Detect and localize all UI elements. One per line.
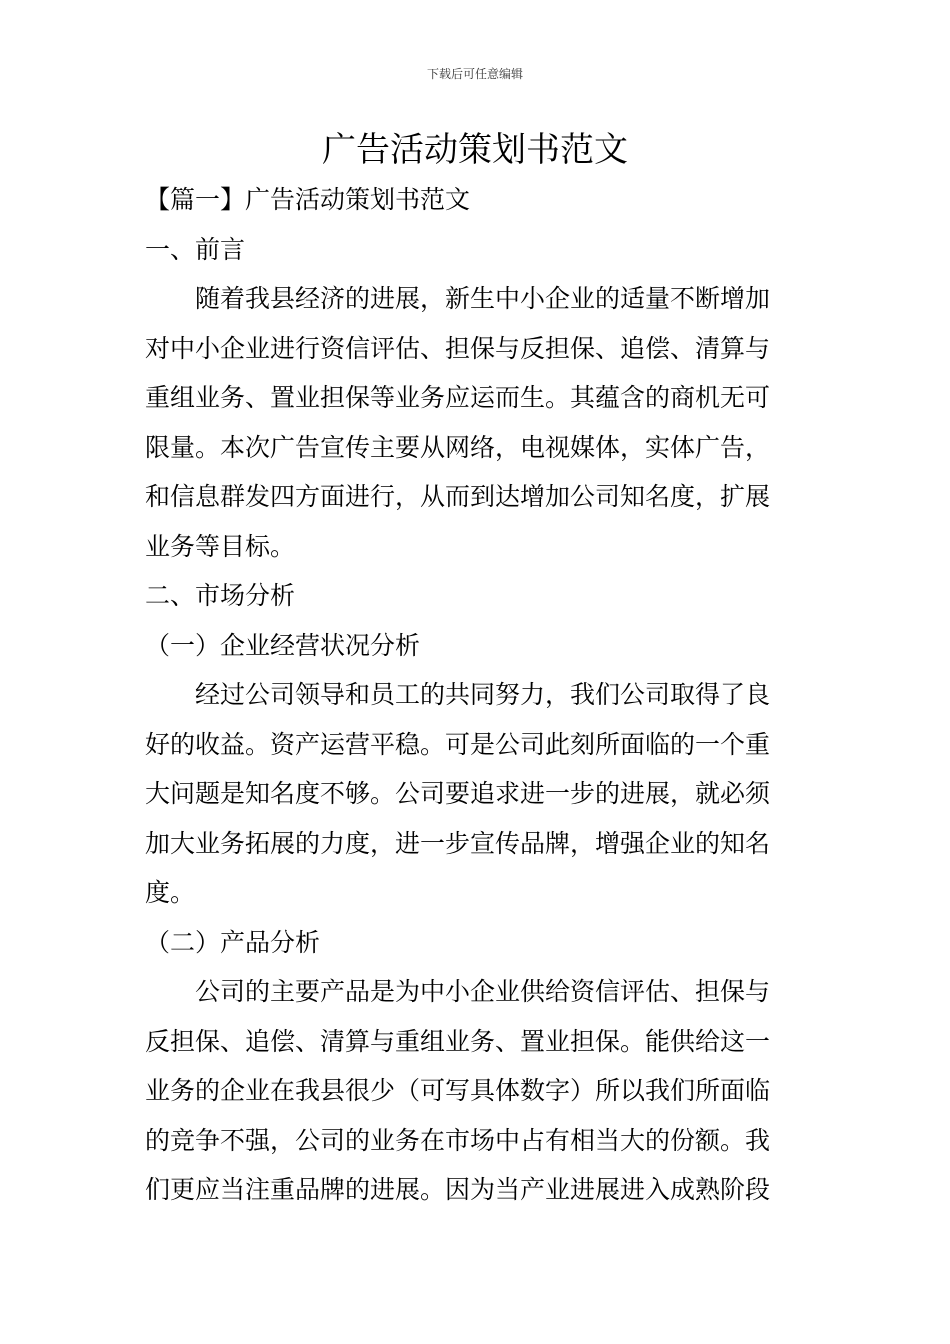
paragraph-line: 随着我县经济的进展，新生中小企业的适量不断增加 [195, 284, 771, 313]
paragraph-line: 经过公司领导和员工的共同努力，我们公司取得了良 [195, 680, 771, 709]
paragraph-line: 大问题是知名度不够。公司要追求进一步的进展，就必须 [145, 779, 771, 808]
header-note: 下载后可任意编辑 [426, 67, 523, 81]
paragraph-line: 重组业务、置业担保等业务应运而生。其蕴含的商机无可 [145, 383, 771, 412]
document-title: 广告活动策划书范文 [322, 130, 628, 170]
section-heading: 【篇一】广告活动策划书范文 [145, 185, 471, 214]
paragraph-line: 限量。本次广告宣传主要从网络，电视媒体，实体广告， [145, 432, 771, 462]
subheading-business-status: （一）企业经营状况分析 [145, 630, 421, 660]
heading-market-analysis: 二、市场分析 [145, 581, 296, 610]
document-body [145, 175, 807, 1215]
paragraph-line: 度。 [145, 878, 196, 907]
paragraph-line: 业务等目标。 [145, 531, 296, 561]
paragraph-line: 业务的企业在我县很少（可写具体数字）所以我们所面临 [145, 1076, 771, 1105]
paragraph-line: 的竞争不强，公司的业务在市场中占有相当大的份额。我 [145, 1125, 771, 1155]
paragraph-line: 和信息群发四方面进行，从而到达增加公司知名度，扩展 [145, 482, 771, 511]
paragraph-line: 公司的主要产品是为中小企业供给资信评估、担保与 [195, 977, 771, 1006]
paragraph-line: 反担保、追偿、清算与重组业务、置业担保。能供给这一 [145, 1026, 771, 1056]
heading-preface: 一、前言 [145, 234, 246, 264]
paragraph-line: 对中小企业进行资信评估、担保与反担保、追偿、清算与 [145, 333, 771, 363]
subheading-product-analysis: （二）产品分析 [145, 927, 321, 957]
paragraph-line: 们更应当注重品牌的进展。因为当产业进展进入成熟阶段 [145, 1175, 771, 1204]
paragraph-product-analysis [145, 967, 807, 1215]
paragraph-preface [145, 274, 807, 571]
paragraph-line: 好的收益。资产运营平稳。可是公司此刻所面临的一个重 [145, 729, 771, 759]
paragraph-line: 加大业务拓展的力度，进一步宣传品牌，增强企业的知名 [145, 828, 771, 858]
paragraph-business-status [145, 670, 807, 918]
